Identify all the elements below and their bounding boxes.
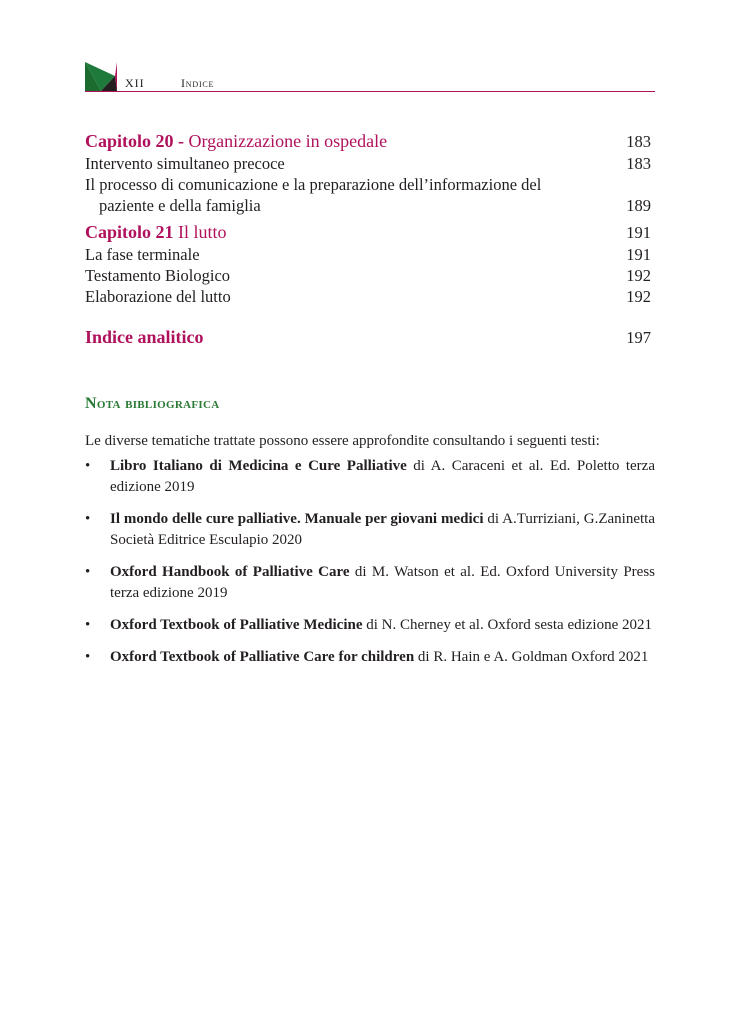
- book-details: di A. Caraceni et al. Ed. Poletto terza edizione 2019: [110, 458, 655, 495]
- chapter-page: 183: [626, 132, 651, 151]
- chapter-label: Capitolo 21: [85, 222, 174, 242]
- bullet-icon: •: [85, 511, 91, 527]
- entry-title: Intervento simultaneo precoce: [85, 154, 285, 173]
- book-details: di R. Hain e A. Goldman Oxford 2021: [414, 649, 649, 665]
- list-item: [85, 509, 655, 551]
- toc-entry: [85, 153, 651, 174]
- list-item: [85, 456, 655, 498]
- bibliography-heading: Nota bibliografica: [85, 395, 220, 412]
- list-item: [85, 562, 655, 604]
- entry-page: 192: [626, 266, 651, 285]
- header-rule: [85, 91, 655, 92]
- entry-page: 191: [626, 245, 651, 264]
- entry-title: Elaborazione del lutto: [85, 287, 231, 306]
- bullet-icon: •: [85, 564, 91, 580]
- entry-title: La fase terminale: [85, 245, 200, 264]
- running-header-title: Indice: [181, 76, 215, 90]
- list-item: [85, 647, 655, 668]
- toc-entry: [85, 265, 651, 286]
- book-title: Oxford Textbook of Palliative Medicine: [110, 617, 363, 633]
- bullet-icon: •: [85, 458, 91, 474]
- entry-title: Testamento Biologico: [85, 266, 231, 285]
- book-details: di M. Watson et al. Ed. Oxford University Press terza edizione 2019: [110, 564, 656, 601]
- chapter-page: 191: [626, 223, 651, 242]
- entry-page: 192: [626, 287, 651, 306]
- chapter-title: Il lutto: [178, 222, 227, 242]
- bibliography-list: [85, 456, 655, 668]
- entry-title-line-1: Il processo di comunicazione e la preparazione dell’informazione del: [85, 175, 542, 194]
- book-title: Libro Italiano di Medicina e Cure Palliative: [110, 458, 407, 474]
- entry-page: 183: [626, 154, 651, 173]
- book-title: Oxford Textbook of Palliative Care for children: [110, 649, 415, 665]
- bullet-icon: •: [85, 617, 91, 633]
- toc-index: [85, 326, 651, 349]
- chapter-label: Capitolo 20 -: [85, 131, 184, 151]
- table-of-contents: [85, 130, 651, 349]
- book-details: di N. Cherney et al. Oxford sesta edizione 2021: [362, 617, 653, 633]
- page-header: [85, 62, 655, 92]
- book-details: di A.Turriziani, G.Zaninetta Società Editrice Esculapio 2020: [110, 511, 655, 548]
- toc-entry: [85, 174, 651, 216]
- chapter-title: Organizzazione in ospedale: [188, 131, 388, 151]
- list-item: [85, 615, 655, 636]
- toc-chapter-21: [85, 221, 651, 244]
- entry-title-line-2: paziente e della famiglia: [99, 196, 261, 215]
- index-page: 197: [626, 328, 651, 347]
- toc-entry: [85, 244, 651, 265]
- bullet-icon: •: [85, 649, 91, 665]
- toc-chapter-20: [85, 130, 651, 153]
- book-title: Il mondo delle cure palliative. Manuale per giovani medici: [110, 511, 484, 527]
- bibliography-section: [85, 395, 655, 679]
- publisher-logo-icon: [85, 62, 117, 91]
- toc-entry: [85, 286, 651, 307]
- entry-page: 189: [626, 196, 651, 215]
- bibliography-intro: Le diverse tematiche trattate possono essere approfondite consultando i seguenti testi:: [85, 433, 600, 449]
- index-title: Indice analitico: [85, 327, 204, 347]
- book-title: Oxford Handbook of Palliative Care: [110, 564, 350, 580]
- page-number: XII: [125, 76, 145, 90]
